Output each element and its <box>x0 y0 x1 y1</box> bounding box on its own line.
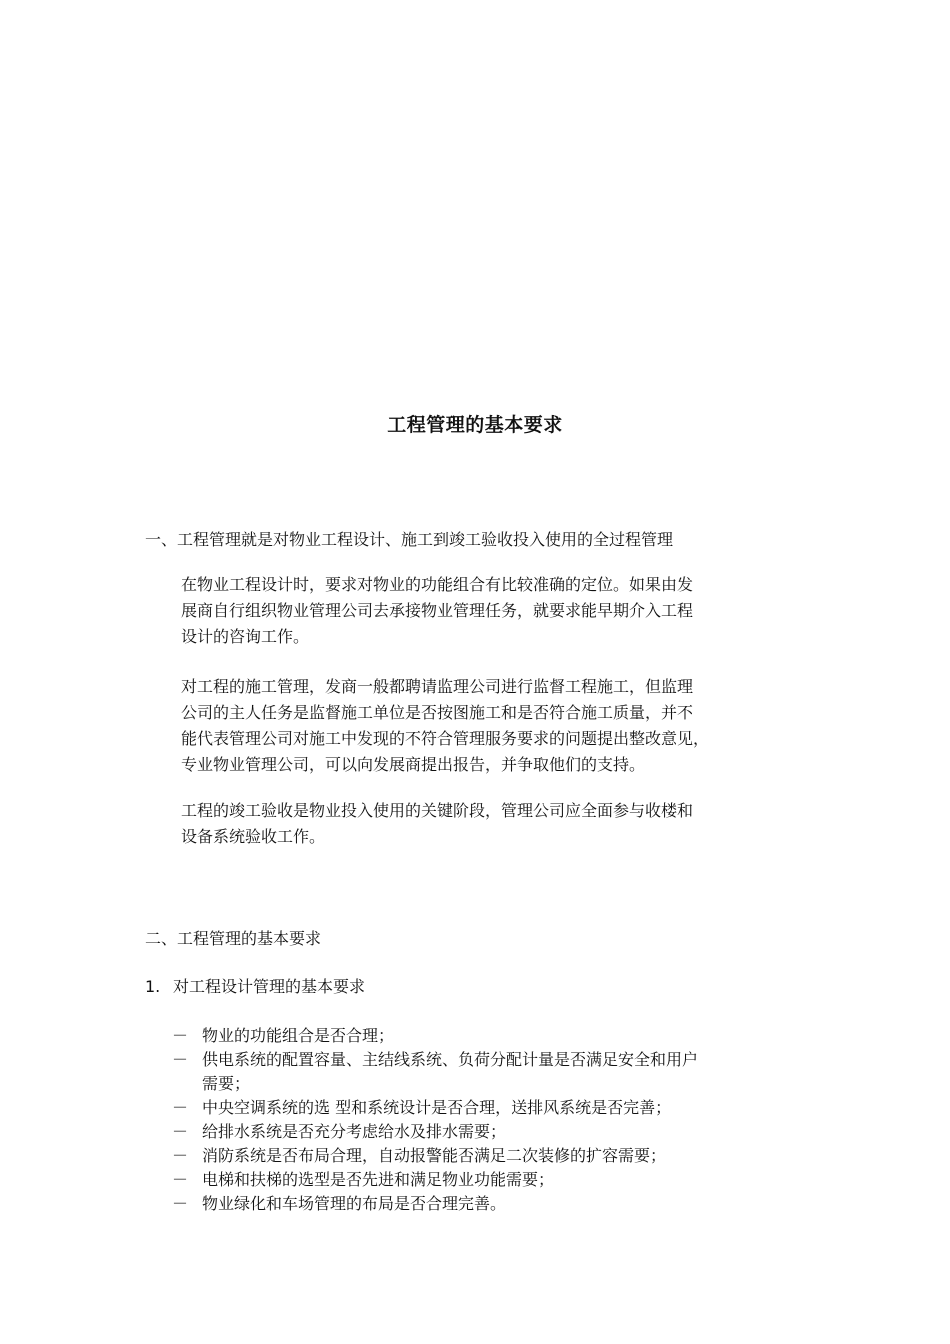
section-1-paragraph-1 <box>181 572 821 650</box>
list-item <box>172 1096 698 1120</box>
list-item-text: 需要； <box>202 1074 251 1093</box>
list-item-text: 物业绿化和车场管理的布局是否合理完善。 <box>202 1194 507 1213</box>
paragraph-line: 工程的竣工验收是物业投入使用的关键阶段，管理公司应全面参与收楼和 <box>181 801 694 820</box>
dash-bullet: － <box>172 1122 189 1141</box>
subsection-1-heading <box>145 974 365 997</box>
section-1-paragraph-2 <box>181 674 821 778</box>
list-item <box>172 1024 698 1048</box>
section-1-heading: 一、工程管理就是对物业工程设计、施工到竣工验收投入使用的全过程管理 <box>145 530 674 549</box>
paragraph-line: 设计的咨询工作。 <box>181 627 310 646</box>
paragraph-line: 专业物业管理公司，可以向发展商提出报告，并争取他们的支持。 <box>181 755 646 774</box>
list-item <box>172 1144 698 1168</box>
paragraph-line: 公司的主人任务是监督施工单位是否按图施工和是否符合施工质量，并不 <box>181 703 694 722</box>
section-2-heading: 二、工程管理的基本要求 <box>145 929 322 948</box>
paragraph-line: 设备系统验收工作。 <box>181 827 326 846</box>
list-item-text: 物业的功能组合是否合理； <box>202 1026 395 1045</box>
dash-bullet: － <box>172 1050 189 1069</box>
document-title: 工程管理的基本要求 <box>387 414 563 436</box>
dash-bullet: － <box>172 1194 189 1213</box>
paragraph-line: 在物业工程设计时，要求对物业的功能组合有比较准确的定位。如果由发 <box>181 575 694 594</box>
paragraph-line: 展商自行组织物业管理公司去承接物业管理任务，就要求能早期介入工程 <box>181 601 694 620</box>
paragraph-line: 对工程的施工管理，发商一般都聘请监理公司进行监督工程施工，但监理 <box>181 677 694 696</box>
dash-bullet: － <box>172 1098 189 1117</box>
dash-bullet: － <box>172 1170 189 1189</box>
list-item-text: 中央空调系统的选 型和系统设计是否合理，送排风系统是否完善； <box>202 1098 672 1117</box>
paragraph-line: 能代表管理公司对施工中发现的不符合管理服务要求的问题提出整改意见， <box>181 729 710 748</box>
list-item-text: 电梯和扶梯的选型是否先进和满足物业功能需要； <box>202 1170 555 1189</box>
list-item <box>172 1120 698 1144</box>
subsection-title: 对工程设计管理的基本要求 <box>173 977 366 996</box>
section-1-paragraph-3 <box>181 798 821 850</box>
list-item <box>172 1192 698 1216</box>
subsection-number: 1. <box>145 977 161 996</box>
requirements-list <box>172 1024 698 1216</box>
list-item <box>172 1048 698 1096</box>
list-item-text: 给排水系统是否充分考虑给水及排水需要； <box>202 1122 507 1141</box>
dash-bullet: － <box>172 1026 189 1045</box>
list-item-text: 供电系统的配置容量、主结线系统、负荷分配计量是否满足安全和用户 <box>202 1050 699 1069</box>
list-item-text: 消防系统是否布局合理，自动报警能否满足二次装修的扩容需要； <box>202 1146 667 1165</box>
list-item <box>172 1168 698 1192</box>
dash-bullet: － <box>172 1146 189 1165</box>
